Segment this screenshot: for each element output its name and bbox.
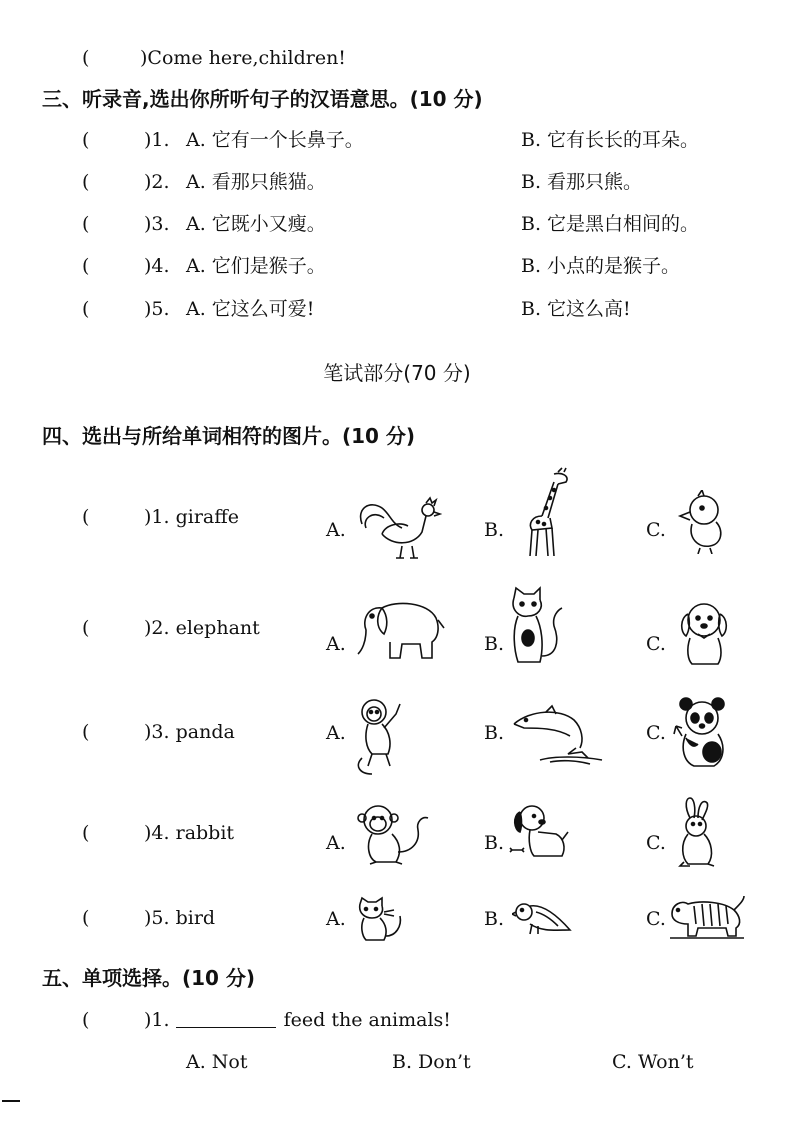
monkey-icon[interactable] bbox=[352, 696, 412, 776]
s3-q2-option-a: A. 看那只熊猫。 bbox=[186, 171, 326, 193]
s3-q1-option-a: A. 它有一个长鼻子。 bbox=[186, 129, 364, 151]
s4-q4-word: )4. rabbit bbox=[144, 822, 235, 844]
s3-q2-answer-paren[interactable]: ( bbox=[82, 171, 90, 193]
s4-q5-answer-paren[interactable]: ( bbox=[82, 907, 90, 929]
rabbit-icon[interactable] bbox=[674, 796, 718, 868]
s4-q2-label-c: C. bbox=[646, 633, 666, 655]
s4-q5-label-a: A. bbox=[326, 908, 346, 930]
section5-title: 五、单项选择。(10 分) bbox=[42, 966, 256, 990]
s3-q3-option-a: A. 它既小又瘦。 bbox=[186, 213, 326, 235]
s3-q3-answer-paren[interactable]: ( bbox=[82, 213, 90, 235]
s4-q3-label-a: A. bbox=[326, 722, 346, 744]
s3-q4-option-b: B. 小点的是猴子。 bbox=[521, 255, 681, 277]
s4-q5-word: )5. bird bbox=[144, 907, 216, 929]
s4-q5-label-b: B. bbox=[484, 908, 505, 930]
section4-title: 四、选出与所给单词相符的图片。(10 分) bbox=[42, 424, 416, 448]
s5-q1-blank[interactable] bbox=[176, 1009, 276, 1028]
s4-q1-answer-paren[interactable]: ( bbox=[82, 506, 90, 528]
rooster-icon[interactable] bbox=[352, 494, 442, 564]
s3-q5-answer-paren[interactable]: ( bbox=[82, 298, 90, 320]
s5-q1-option-c: C. Won’t bbox=[612, 1051, 694, 1073]
duckling-icon[interactable] bbox=[674, 490, 730, 554]
s3-q5-option-a: A. 它这么可爱! bbox=[186, 298, 315, 320]
s5-q1-option-b: B. Don’t bbox=[392, 1051, 471, 1073]
top-line-text bbox=[140, 46, 346, 70]
s3-q1-answer-paren[interactable]: ( bbox=[82, 129, 90, 151]
s4-q1-word: )1. giraffe bbox=[144, 506, 240, 528]
s3-q4-answer-paren[interactable]: ( bbox=[82, 255, 90, 277]
tiger-icon[interactable] bbox=[668, 894, 746, 940]
written-part-title: 笔试部分(70 分) bbox=[323, 361, 471, 385]
panda-icon[interactable] bbox=[672, 696, 734, 770]
s4-q4-answer-paren[interactable]: ( bbox=[82, 822, 90, 844]
top-paren-open: ( bbox=[82, 47, 90, 69]
section3-title: 三、听录音,选出你所听句子的汉语意思。(10 分) bbox=[42, 87, 483, 111]
top-line-sentence: Come here,children! bbox=[147, 47, 346, 69]
s3-q4-option-a: A. 它们是猴子。 bbox=[186, 255, 326, 277]
cat-icon[interactable] bbox=[506, 586, 566, 666]
s5-q1-option-a: A. Not bbox=[186, 1051, 248, 1073]
dolphin-icon[interactable] bbox=[510, 704, 606, 766]
s4-q3-word: )3. panda bbox=[144, 721, 235, 743]
s4-q2-label-a: A. bbox=[326, 633, 346, 655]
top-paren-close: ) bbox=[140, 47, 148, 69]
s3-q3-number: )3. bbox=[144, 213, 170, 235]
s4-q2-label-b: B. bbox=[484, 633, 505, 655]
s5-q1-stem: )1. feed the animals! bbox=[144, 1009, 451, 1031]
s3-q4-number: )4. bbox=[144, 255, 170, 277]
s4-q1-label-c: C. bbox=[646, 519, 666, 541]
bird-icon[interactable] bbox=[512, 900, 572, 940]
s3-q3-option-b: B. 它是黑白相间的。 bbox=[521, 213, 700, 235]
s3-q1-number: )1. bbox=[144, 129, 170, 151]
s4-q3-answer-paren[interactable]: ( bbox=[82, 721, 90, 743]
dog-icon[interactable] bbox=[508, 800, 572, 864]
elephant-icon[interactable] bbox=[352, 598, 446, 664]
s3-q5-option-b: B. 它这么高! bbox=[521, 298, 631, 320]
s3-q5-number: )5. bbox=[144, 298, 170, 320]
s3-q2-option-b: B. 看那只熊。 bbox=[521, 171, 643, 193]
s4-q4-label-c: C. bbox=[646, 832, 666, 854]
s4-q4-label-a: A. bbox=[326, 832, 346, 854]
s4-q5-label-c: C. bbox=[646, 908, 666, 930]
puppy-icon[interactable] bbox=[674, 598, 732, 668]
monkey-icon[interactable] bbox=[356, 802, 432, 866]
s4-q4-label-b: B. bbox=[484, 832, 505, 854]
s4-q1-label-a: A. bbox=[326, 519, 346, 541]
s4-q2-word: )2. elephant bbox=[144, 617, 260, 639]
s4-q2-answer-paren[interactable]: ( bbox=[82, 617, 90, 639]
giraffe-icon[interactable] bbox=[512, 466, 576, 560]
s3-q2-number: )2. bbox=[144, 171, 170, 193]
s3-q1-option-b: B. 它有长长的耳朵。 bbox=[521, 129, 700, 151]
s4-q3-label-b: B. bbox=[484, 722, 505, 744]
s5-q1-answer-paren[interactable]: ( bbox=[82, 1009, 90, 1031]
cat-icon[interactable] bbox=[354, 896, 408, 942]
corner-mark bbox=[2, 1100, 20, 1102]
s4-q1-label-b: B. bbox=[484, 519, 505, 541]
s4-q3-label-c: C. bbox=[646, 722, 666, 744]
